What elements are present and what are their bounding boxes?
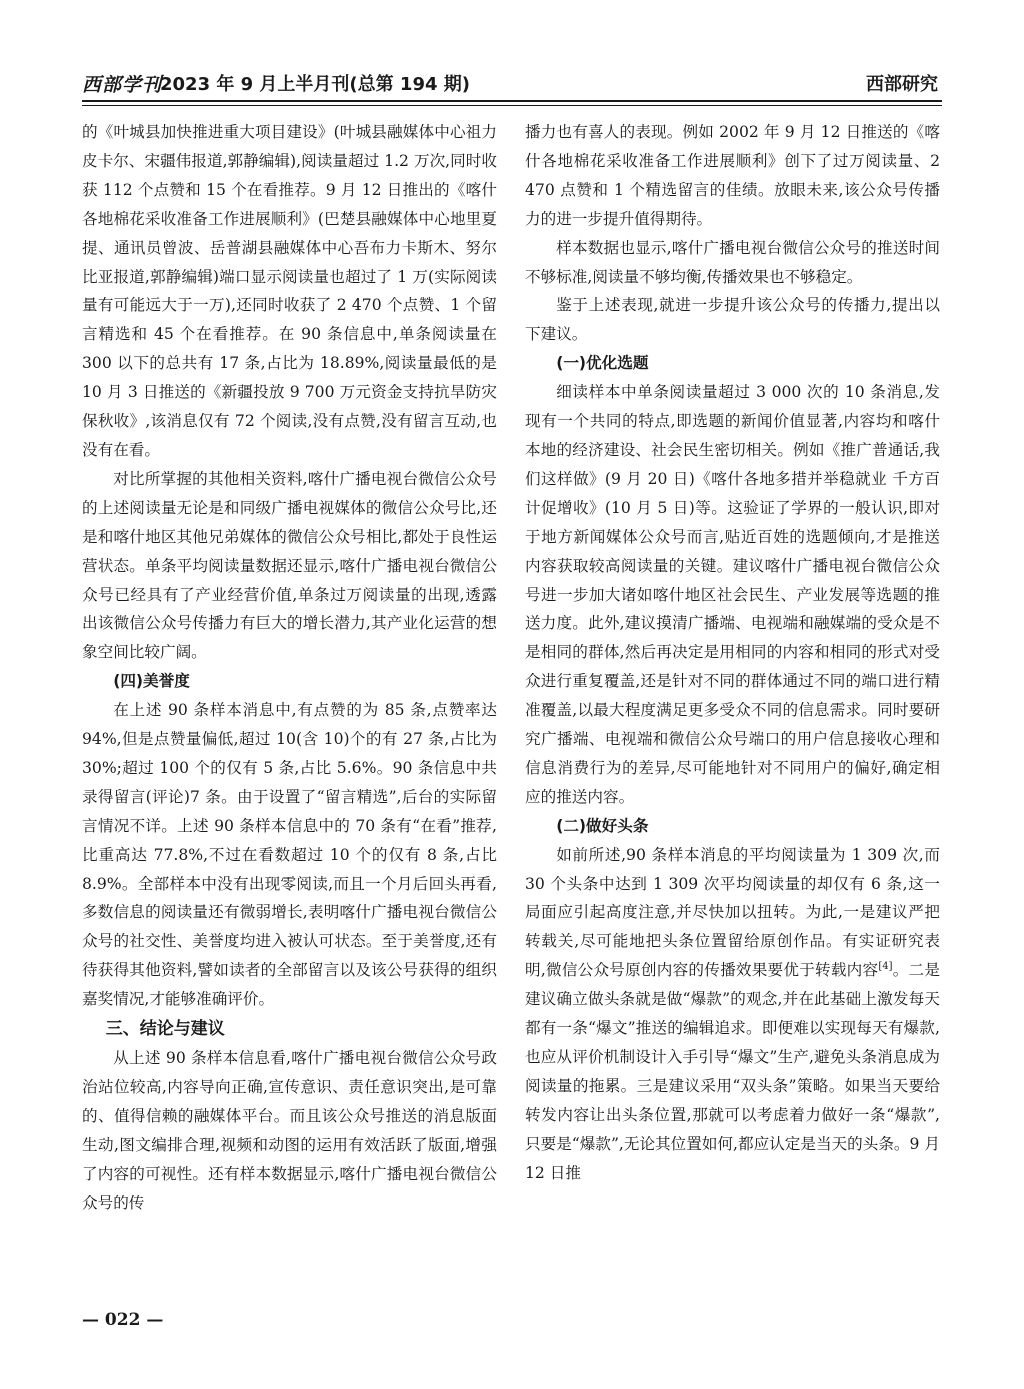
header-rule-thin — [82, 105, 942, 106]
paragraph-text: 。二是建议确立做头条就是做“爆款”的观念,并在此基础上激发每天都有一条“爆文”推送的编辑追求。即便难以实现每天有爆款,也应从评价机制设计入手引导“爆文”生产,避免头条消息成为阅读量的拖累。三是建议采用“双头条”策略。如果当天要给转发内容让出头条位置,那就可以考虑着力做好一条“爆款”,只要是“爆款”,无论其位置如何,都应认定是当天的头条。9 月 12 日推 — [525, 961, 940, 1182]
journal-logo: 西部学刊 — [82, 74, 163, 96]
paragraph: 播力也有喜人的表现。例如 2002 年 9 月 12 日推送的《喀什各地棉花采收准备工作进展顺利》创下了过万阅读量、2 470 点赞和 1 个精选留言的佳绩。放眼未来,该公众号传播力的进一步提升值得期待。 — [525, 123, 940, 228]
issue-info: 2023 年 9 月上半月刊(总第 194 期) — [160, 74, 470, 95]
paragraph: 从上述 90 条样本信息看,喀什广播电视台微信公众号政治站位较高,内容导向正确,宣传意识、责任意识突出,是可靠的、值得信赖的融媒体平台。而且该公众号推送的消息版面生动,图文编排合理,视频和动图的运用有效活跃了版面,增强了内容的可视性。还有样本数据显示,喀什广播电视台微信公众号的传 — [82, 1049, 497, 1212]
header-rule-thick — [82, 100, 942, 102]
subheading: (二)做好头条 — [556, 816, 649, 835]
subheading: (一)优化选题 — [556, 354, 649, 373]
paragraph: 对比所掌握的其他相关资料,喀什广播电视台微信公众号的上述阅读量无论是和同级广播电视媒体的微信公众号比,还是和喀什地区其他兄弟媒体的微信公众号相比,都处于良性运营状态。单条平均阅读量数据还显示,喀什广播电视台微信公众号已经具有了产业经营价值,单条过万阅读量的出现,透露出该微信公众号传播力有巨大的增长潜力,其产业化运营的想象空间比较广阔。 — [82, 469, 497, 662]
paragraph: 细读样本中单条阅读量超过 3 000 次的 10 条消息,发现有一个共同的特点,即选题的新闻价值显著,内容均和喀什本地的经济建设、社会民生密切相关。例如《推广普通话,我们这样做》(9 月 20 日)《喀什各地多措并举稳就业 千方百计促增收》(10 月 5 日)等。这验证了学界的一般认识,即对于地方新闻媒体公众号而言,贴近百姓的选题倾向,才是推送内容获取较高阅读量的关键。建议喀什广播电视台微信公众号进一步加大诸如喀什地区社会民生、产业发展等选题的推送力度。此外,建议摸清广播端、电视端和融媒端的受众是不是相同的群体,然后再决定是用相同的内容和相同的形式对受众进行重复覆盖,还是针对不同的群体通过不同的端口进行精准覆盖,以最大程度满足更多受众不同的信息需求。同时要研究广播端、电视端和微信公众号端口的用户信息接收心理和信息消费行为的差异,尽可能地针对不同用户的偏好,确定相应的推送内容。 — [525, 383, 940, 806]
left-column — [82, 118, 497, 1218]
citation: [4] — [878, 961, 893, 973]
paragraph: 在上述 90 条样本消息中,有点赞的为 85 条,点赞率达 94%,但是点赞量偏低,超过 10(含 10)个的有 27 条,占比为 30%;超过 100 个的仅有 5 条,占比 5.6%。90 条信息中共录得留言(评论)7 条。由于设置了“留言精选”,后台的实际留言情况不详。上述 90 条样本信息中的 70 条有“在看”推荐,比重高达 77.8%,不过在看数超过 10 个的仅有 8 条,占比 8.9%。全部样本中没有出现零阅读,而且一个月后回头再看,多数信息的阅读量还有微弱增长,表明喀什广播电视台微信公众号的社交性、美誉度均进入被认可状态。至于美誉度,还有待获得其他资料,譬如读者的全部留言以及该公号获得的组织嘉奖情况,才能够准确评价。 — [82, 701, 497, 1009]
paragraph: 鉴于上述表现,就进一步提升该公众号的传播力,提出以下建议。 — [525, 296, 940, 344]
paragraph — [525, 841, 940, 1188]
right-column — [525, 118, 940, 1188]
subheading: (四)美誉度 — [113, 672, 190, 691]
paragraph: 的《叶城县加快推进重大项目建设》(叶城县融媒体中心祖力皮卡尔、宋疆伟报道,郭静编辑),阅读量超过 1.2 万次,同时收获 112 个点赞和 15 个在看推荐。9 月 12 日推出的《喀什各地棉花采收准备工作进展顺利》(巴楚县融媒体中心地里夏提、通讯员曾波、岳普湖县融媒体中心吾布力卡斯木、努尔比亚报道,郭静编辑)端口显示阅读量也超过了 1 万(实际阅读量有可能远大于一万),还同时收获了 2 470 个点赞、1 个留言精选和 45 个在看推荐。在 90 条信息中,单条阅读量在 300 以下的总共有 17 条,占比为 18.89%,阅读量最低的是 10 月 3 日推送的《新疆投放 9 700 万元资金支持抗旱防灾保秋收》,该消息仅有 72 个阅读,没有点赞,没有留言互动,也没有在看。 — [82, 123, 497, 459]
page-number: — 022 — — [82, 1310, 164, 1330]
paragraph-text: 如前所述,90 条样本消息的平均阅读量为 1 309 次,而 30 个头条中达到 1 309 次平均阅读量的却仅有 6 条,这一局面应引起高度注意,并尽快加以扭转。为此,一是建议严把转载关,尽可能地把头条位置留给原创作品。有实证研究表明,微信公众号原创内容的传播效果要优于转载内容 — [525, 845, 940, 980]
section-heading: 三、结论与建议 — [105, 1019, 225, 1040]
running-header — [82, 64, 942, 104]
section-name: 西部研究 — [866, 74, 938, 95]
paragraph: 样本数据也显示,喀什广播电视台微信公众号的推送时间不够标准,阅读量不够均衡,传播效果也不够稳定。 — [525, 238, 940, 286]
